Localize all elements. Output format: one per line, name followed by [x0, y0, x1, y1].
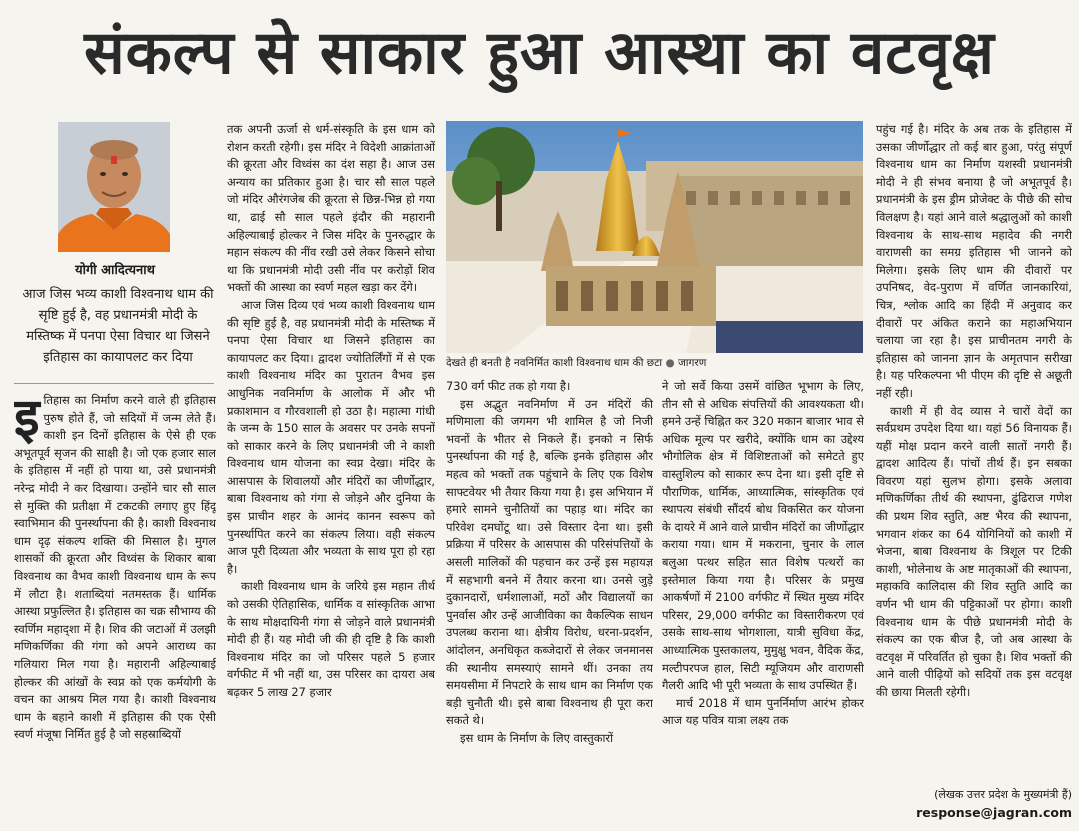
article-paragraph: 730 वर्ग फीट तक हो गया है।: [446, 379, 571, 393]
article-paragraph: पहुंच गई है। मंदिर के अब तक के इतिहास में उसका जीर्णोद्धार तो कई बार हुआ, परंतु संपूर्ण विश्वनाथ धाम का निर्माण यशस्वी प्रधानमंत्री मोदी ने ही संभव बनाया है जो अभूतपूर्व है। प्रधानमंत्री के इस ड्रीम प्रोजेक्ट के पीछे की सोच विलक्षण है। यहां आने वाले श्रद्धालुओं को काशी विश्वनाथ के साथ-साथ महादेव की नगरी वाराणसी का समग्र इतिहास भी जानने को मिलेगा। इसके लिए धाम की दीवारों पर उपनिषद, वेद-पुराण में वर्णित जानकारियां, चित्र, श्लोक आदि का हिंदी में अनुवाद कर दीवारों पर अंकित कराने का महाअभियान चलाया जा रहा है। इस प्राचीनतम नगरी के इतिहास को जानना ज्ञान के अमृतपान सरीखा है। यह परिकल्पना भी पीएम की दृष्टि से अछूती नहीं रही।: [876, 122, 1072, 400]
author-photo: [58, 122, 170, 252]
author-blurb: आज जिस भव्य काशी विश्वनाथ धाम की सृष्टि हुई है, वह प्रधानमंत्री मोदी के मस्तिष्क में पनपा ऐसा विचार था जिसने इतिहास का कायापलट कर दिया: [22, 287, 214, 365]
response-email: response@jagran.com: [916, 805, 1072, 820]
bullet-icon: ●: [665, 357, 675, 369]
article-column-3: [446, 378, 653, 824]
author-credit: (लेखक उत्तर प्रदेश के मुख्यमंत्री हैं): [934, 788, 1072, 801]
headline: संकल्प से साकार हुआ आस्था का वटवृक्ष: [84, 18, 995, 88]
temple-photo: [446, 121, 863, 353]
author-name: योगी आदित्यनाथ: [75, 263, 155, 278]
article-column-2: [227, 121, 435, 824]
article-paragraph: इस धाम के निर्माण के लिए वास्तुकारों: [460, 730, 614, 745]
drop-cap: इ: [14, 392, 40, 448]
photo-caption: देखते ही बनती है नवनिर्मित काशी विश्वनाथ धाम की छटा ● जागरण: [446, 357, 707, 369]
article-paragraph: इतिहास का निर्माण करने वाले ही इतिहास पुरुष होते हैं, जो सदियों में जन्म लेते हैं। काशी इन दिनों इतिहास के ऐसे ही एक अभूतपूर्व सृजन की साक्षी है। जो एक हजार साल के इतिहास में नहीं हो पाया था, उसे प्रधानमंत्री नरेन्द्र मोदी ने कर दिखाया। उन्होंने चार सौ साल से मुक्ति की प्रतीक्षा में टकटकी लगाए हुए हिंदू स्वाभिमान की पुनर्स्थापना की है। काशी विश्वनाथ धाम दृढ़ संकल्प शक्ति की मिसाल है। मुगल शासकों की क्रूरता और विध्वंस के शिकार बाबा विश्वनाथ का वैभव काशी विश्वनाथ धाम के रूप में लौटा है। शताब्दियां नतमस्तक हैं। धार्मिक आस्था प्रफुल्लित है। इतिहास का चक्र सौभाग्य की स्वर्णिम महाद्शा में है। शिव की जटाओं में उलझी मणिकर्णिका की गंगा को अपने आराध्य का गलियारा मिल गया है। महारानी अहिल्याबाई होल्कर की आंखों के स्वप्न को एक कर्मयोगी के वचन का आश्रय मिल गया है। काशी विश्वनाथ धाम के बहाने काशी में इतिहास की एक ऐसी स्वर्ण मंजूषा निर्मित हुई है जो सहस्राब्दियों: [14, 392, 216, 742]
article-paragraph: तक अपनी ऊर्जा से धर्म-संस्कृति के इस धाम को रोशन करती रहेगी। इस मंदिर ने विदेशी आक्रांताओं की क्रूरता और विध्वंस का दंश सहा है। आज उस अन्याय का प्रतिकार हुआ है। चार सौ साल पहले जो मंदिर औरंगजेब की क्रूरता से छिन्न-भिन्न हो गया था, ढाई सौ साल पहले इंदौर की महारानी अहिल्याबाई होल्कर ने जिस मंदिर के पुनरुद्धार के महान संकल्प की नींव रखी उसे लेकर किसने सोचा था कि प्रधानमंत्री मोदी उसी नींव पर करोड़ों शिव भक्तों की आस्था का स्वर्ण महल खड़ा कर देंगे।: [227, 122, 435, 295]
article-column-5: [876, 121, 1072, 785]
article-column-4: [662, 378, 864, 824]
article-column-1: [14, 392, 216, 824]
article-paragraph: काशी में ही वेद व्यास ने चारों वेदों का सर्वप्रथम उपदेश दिया था। यहां 56 विनायक हैं। यहीं मोक्ष प्रदान करने वाली सातों नगरी हैं। द्वादश आदित्य हैं। पांचों तीर्थ हैं। इन सबका विवरण यहां सुलभ होगा। इसके अलावा मणिकर्णिका तीर्थ की स्थापना, ढुंढिराज गणेश की प्रथम शिव स्तुति, अष्ट भैरव की स्थापना, भगवान शंकर का 64 योगिनियों को काशी में भेजना, बाबा विश्वनाथ के त्रिशूल पर टिकी काशी, भोलेनाथ के अष्ट मातृकाओं की स्थापना, महाकवि कालिदास की शिव स्तुति आदि का वर्णन भी धाम की पट्टिकाओं पर होगा। काशी विश्वनाथ धाम के पीछे प्रधानमंत्री मोदी के संकल्प का एक बीज है, जो अब आस्था के वटवृक्ष में परिवर्तित हो चुका है। शिव भक्तों की आने वाली पीढ़ियों को सदियों तक इस वटवृक्ष की छाया मिलती रहेगी।: [876, 403, 1072, 699]
article-paragraph: ने जो सर्वे किया उसमें वांछित भूभाग के लिए, तीन सौ से अधिक संपत्तियों की आवश्यकता थी। हमने उन्हें चिह्नित कर 320 मकान बाजार भाव से अधिक मूल्य पर खरीदे, क्योंकि धाम का उद्देश्य भौगोलिक क्षेत्र में विशिष्टताओं को समेटते हुए वास्तुशिल्प को साकार रूप देना था। इसी दृष्टि से पौराणिक, धार्मिक, आध्यात्मिक, सांस्कृतिक एवं स्थापत्य संबंधी सौंदर्य बोध विकसित कर योजना के दायरे में आने वाले प्राचीन मंदिरों का जीर्णोद्धार कराया गया। धाम में मकराना, चुनार के लाल बलुआ पत्थर सहित सात विशेष पत्थरों का इस्तेमाल किया गया है। परिसर के प्रमुख आकर्षणों में 2100 वर्गफीट में स्थित मुख्य मंदिर परिसर, 29,000 वर्गफीट का विस्तारीकरण एवं उसके साथ-साथ भोगशाला, यात्री सुविधा केंद्र, आध्यात्मिक पुस्तकालय, मुमुक्षु भवन, वैदिक केंद्र, मल्टीपरपज हाल, सिटी म्यूजियम और वाराणसी गैलरी आदि भी पूरी भव्यता के साथ उपस्थित हैं।: [662, 379, 864, 693]
divider: [14, 383, 214, 384]
article-paragraph: इस अद्भुत नवनिर्माण में उन मंदिरों की मणिमाला की जगमग भी शामिल है जो निजी भवनों के भीतर से निकले हैं। इनको न सिर्फ पुनर्स्थापना की गई है, बल्कि इनके इतिहास और महत्व को भक्तों तक पहुंचाने के लिए एक विशेष साफ्टवेयर भी तैयार किया गया है। इस अभियान में हमारे सामने चुनौतियों का पहाड़ था। मंदिर का परिवेश दमघोंटू था। उसे विस्तार देना था। इसी प्रक्रिया में परिसर के आसपास की परिसंपत्तियों के असली मालिकों की पहचान कर उन्हें इस महायज्ञ में सहभागी बनने में तैयार करना था। उनसे जुड़े दुकानदारों, धर्मशालाओं, मठों और विद्यालयों का पुनर्वास और उन्हें आजीविका का वैकल्पिक साधन उपलब्ध कराना था। क्षेत्रीय विरोध, धरना-प्रदर्शन, आंदोलन, अनधिकृत कब्जेदारों से लेकर जनमानस की स्थानीय समस्याएं सामने थीं। उनका तय समयसीमा में निपटारे के साथ धाम का निर्माण एक बड़ी चुनौती थी। इसे बाबा विश्वनाथ ही पूरा करा सकते थे।: [446, 396, 653, 728]
article-paragraph: आज जिस दिव्य एवं भव्य काशी विश्वनाथ धाम की सृष्टि हुई है, वह प्रधानमंत्री मोदी के मस्तिष्क में पनपा ऐसा विचार था जिसने इतिहास का कायापलट कर दिया। द्वादश ज्योतिर्लिंगों में से एक काशी विश्वनाथ मंदिर का पुरातन वैभव इस आधुनिक नवनिर्माण के आलोक में और भी प्रकाशमान व गौरवशाली हो उठा है। महात्मा गांधी के जन्म के 150 साल के अवसर पर उनके सपनों को साकार करने के लिए प्रधानमंत्री जी ने काशी विश्वनाथ धाम योजना का स्वप्न देखा। मंदिर के आसपास के शिवालयों और मंदिरों का जीर्णोद्धार, बाबा विश्वनाथ को गंगा से जोड़ने और दुनिया के इस प्राचीन शहर के आनंद कानन स्वरूप को पुनर्स्थापित करने का संकल्प लिया। वही संकल्प आज पूरी दिव्यता और भव्यता के साथ पूरा हो रहा है।: [227, 297, 435, 576]
article-paragraph: काशी विश्वनाथ धाम के जरिये इस महान तीर्थ को उसकी ऐतिहासिक, धार्मिक व सांस्कृतिक आभा के साथ मोक्षदायिनी गंगा से जोड़ने वाले प्रधानमंत्री मोदी ही हैं। यह मोदी जी की ही दृष्टि है कि काशी विश्वनाथ मंदिर का जो परिसर पहले 5 हजार वर्गफीट में भी नहीं था, उस परिसर का दायरा अब बढ़कर 5 लाख 27 हजार: [227, 579, 435, 699]
photo-source: जागरण: [678, 357, 707, 369]
article-paragraph: मार्च 2018 में धाम पुनर्निर्माण आरंभ होकर आज यह पवित्र यात्रा लक्ष्य तक: [662, 695, 864, 728]
